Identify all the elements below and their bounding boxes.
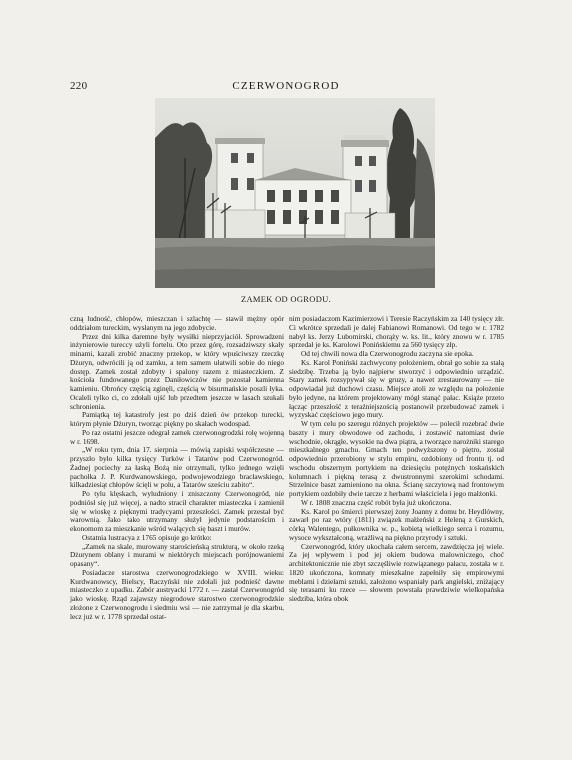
running-title: CZERWONOGROD bbox=[232, 80, 340, 92]
paragraph: nim posiadaczom Kazimierzowi i Teresie Raczyńskim za 140 tysięcy złr. Ci wkrótce sprzedali je dalej Fabianowi Romanowi. Od tego w r. 1782 nabył ks. Jerzy Lubomirski, chorąży w. ks. lit., który znowu w r. 1785 sprzedał je ks. Karolowi Ponińskiemu za 560 tysięcy złp. bbox=[289, 314, 504, 350]
paragraph: Ostatnia lustracya z 1765 opisuje go krótko: bbox=[82, 532, 212, 542]
paragraph: czną ludność, chłopów, mieszczan i szlachtę — stawił mężny opór oddziałom tureckim, wysłanym na jego zdobycie. bbox=[70, 314, 284, 332]
figure-caption: ZAMEK OD OGRODU. bbox=[240, 294, 332, 304]
paragraph: „Zamek na skale, murowany starościeńską strukturą, w około rzeką Dżurynem oblany i murami w niektórych miejscach porójnowaniemi opasany“. bbox=[70, 541, 284, 568]
paragraph: Po tylu klęskach, wyludniony i zniszczony Czerwonogród, nie podniósł się już więcej, a nadto stracił charakter miasteczka i zamienił się w wioskę z pięknymi tradycyami przeszłości. Zamek przestał być warownią. Jako tako utrzymany służył jedynie podstarościm i ekonomom za mieszkanie wśród walących się baszt i murów. bbox=[70, 489, 284, 533]
paragraph: Ks. Karol Poniński zachwycony położeniem, obrał go sobie za stałą siedzibę. Trzeba ją było najpierw stworzyć i odpowiednio urządzić. Stary zamek rozsypywał się w gruzy, a nawet zrestaurowany — nie odpowiadał już duchowi czasu. Miejsce atoli ze względu na położenie było jedyne, na którem projektowany mógł stanąć pałac. Książe przeto łącząc przeszłość z teraźniejszością postanowił przebudować zamek i wyzyskać częściowo jego mury. bbox=[289, 357, 504, 420]
running-head bbox=[70, 80, 502, 94]
page-number: 220 bbox=[70, 80, 88, 92]
paragraph: Posiadacze starostwa czerwonogrodzkiego w XVIII. wieku: Kurdwanowscy, Bielscy, Raczyński nie zdołali już podnieść dawne miasteczko z upadku. Zabór austryacki 1772 r. — zastał Czerwonogród jako wioskę. Rząd zajawszy niegrodowe starostwo czerwonogrodzkie złożone z Czerwonogrodu i siedmiu wsi — nie zatrzymał je dla skarbu, lecz już w r. 1778 sprzedał ostat- bbox=[70, 567, 284, 621]
paragraph: W tym celu po szeregu różnych projektów — polecił rozebrać dwie baszty i mury obwodowe od zachodu, i zostawić natomiast dwie wschodnie, okrągłe, wysokie na dwa piątra, a tworzące narożniki starego mieszkalnego gmachu. Gmach ten podwyższony o piętro, został odpowiednio przerobiony w stylu empiru, ozdobiony od frontu tj. od wschodu obszernym portykiem na dziesięciu potężnych toskańskich kolumnach i piękną terasą z dwustronnymi szerokimi schodami. Strzelnice baszt zamieniono na okna. Ścianę szczytową nad frontowym portykiem ozdobiły dwie tarcze z herbami właściciela i jego małżonki. bbox=[289, 419, 504, 498]
paragraph: Pamiątką tej katastrofy jest po dziś dzień ów przekop turecki, którym płynie Dżuryn, tworząc piękny po skałach wodospad. bbox=[70, 410, 284, 428]
paragraph: Od tej chwili nowa dla Czerwonogrodu zaczyna sie epoka. bbox=[301, 349, 474, 358]
left-text-column bbox=[70, 315, 284, 621]
castle-photograph bbox=[155, 98, 435, 288]
paragraph: „W roku tym, dnia 17. sierpnia — mówią zapiski współczesne — przyszło było kilka tysięcy Turków i Tatarów pod Czerwonogród. Żadnej pociechy za łaską Bożą nie otrzymali, tylko jednego wzięli pachołka J. P. Kurdwanowskiego, podwojewodziego bracławskiego, kilkadziesiąt chłopów ścięli w polu, a Tatarów sześciu zabito“. bbox=[70, 445, 284, 490]
right-text-column bbox=[289, 315, 504, 604]
paragraph: Czerwonogród, który ukochała całem sercem, zawdzięcza jej wiele. Za jej wpływem i pod jej okiem budowa malowniczego, choć architektonicznie nie zbyt szczęśliwie rozwiązanego pałacu, została w r. 1820 ukończona, komnaty mieszkalne zapełniły się empirowymi meblami i dziełami sztuki, założono wspaniały park angielski, zniżający się terasami ku rzece — słowem powstała prawdziwie wielkopańska siedziba, która obok bbox=[289, 541, 504, 603]
paragraph: Po raz ostatni jeszcze odegrał zamek czerwonogrodzki rolę wojenną w r. 1698. bbox=[70, 427, 284, 446]
paragraph: W r. 1808 znaczna część robót była już ukończona. bbox=[301, 497, 452, 507]
paragraph: Przez dni kilka daremne były wysiłki nieprzyjaciół. Sprowadzeni inżynierowie tureccy użyli fortelu. Oto przez górę, rozsadziwszy skały minami, kazali zrobić znaczny przekop, w który wpuściwszy rzeczkę Dżuryn, odwrócili ją od zamku, a tem samem ułatwili sobie do niego dostęp. Zamek został zdobyty i spalony razem z miasteczkiem. Z kościoła fundowanego przez Daniłowiczów nie pozostał kamienna kamieniu. Obrońcy częścią zginęli, częścią w bisurmańskie poszli łyka. Ocaleli tylko ci, co zdołali ujść lub przedtem jeszcze w lasach szukali schronienia. bbox=[70, 331, 284, 411]
paragraph: Ks. Karol po śmierci pierwszej żony Joanny z domu br. Heydlówny, zawarł po raz wtóry (1811) związek małżeński z Heleną z Gurskich, córką Walentego, pułkownika w. p., kobietą wielkiego serca i rozumu, wysoce wykształconą, wrażliwą na piękno przyrody i sztuki. bbox=[289, 506, 504, 542]
